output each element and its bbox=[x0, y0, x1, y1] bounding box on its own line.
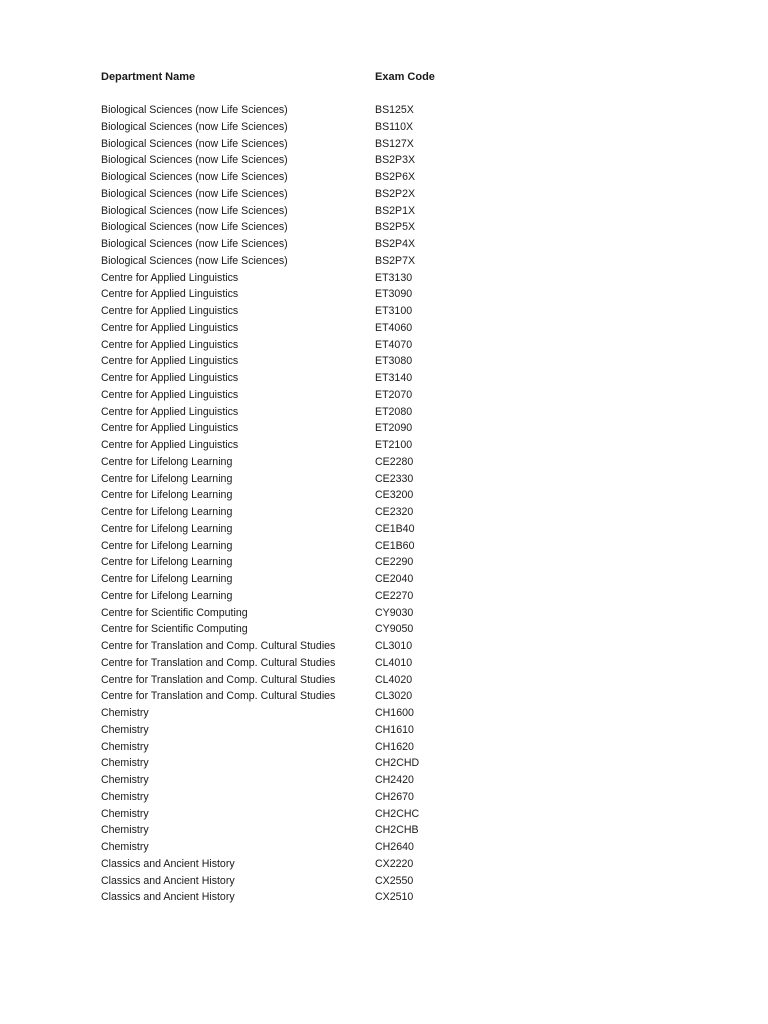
department-name-cell: Chemistry bbox=[101, 707, 149, 719]
exam-code-cell: CH2CHB bbox=[375, 824, 419, 837]
exam-code-cell: CL4010 bbox=[375, 656, 413, 669]
table-row bbox=[101, 420, 521, 437]
exam-code-cell: ET3140 bbox=[375, 372, 413, 384]
table-row bbox=[101, 856, 521, 873]
department-name-cell: Biological Sciences (now Life Sciences) bbox=[101, 120, 288, 133]
table-row bbox=[101, 437, 521, 454]
department-name-cell: Chemistry bbox=[101, 723, 149, 736]
table-row bbox=[101, 370, 521, 387]
exam-code-cell: CX2550 bbox=[375, 874, 414, 887]
table-row bbox=[101, 203, 521, 220]
department-name-cell: Chemistry bbox=[101, 774, 149, 786]
exam-code-cell: CH2670 bbox=[375, 790, 414, 803]
table-row bbox=[101, 454, 521, 471]
table-row bbox=[101, 873, 521, 890]
department-name-cell: Centre for Lifelong Learning bbox=[101, 589, 233, 602]
department-name-cell: Centre for Lifelong Learning bbox=[101, 489, 233, 502]
table-row bbox=[101, 303, 521, 320]
exam-code-cell: ET2090 bbox=[375, 422, 413, 435]
table-row bbox=[101, 605, 521, 622]
exam-code-cell: BS127X bbox=[375, 137, 414, 150]
department-name-cell: Centre for Scientific Computing bbox=[101, 623, 248, 636]
table-row bbox=[101, 270, 521, 287]
department-name-header: Department Name bbox=[101, 70, 196, 83]
table-row bbox=[101, 839, 521, 856]
exam-code-cell: CY9030 bbox=[375, 606, 414, 619]
table-row bbox=[101, 136, 521, 153]
exam-code-cell: ET4060 bbox=[375, 321, 413, 334]
department-name-cell: Centre for Applied Linguistics bbox=[101, 288, 239, 301]
department-name-cell: Biological Sciences (now Life Sciences) bbox=[101, 104, 288, 116]
department-name-cell: Centre for Lifelong Learning bbox=[101, 506, 233, 518]
table-row bbox=[101, 337, 521, 354]
department-name-cell: Centre for Lifelong Learning bbox=[101, 573, 233, 585]
department-name-cell: Centre for Applied Linguistics bbox=[101, 355, 239, 368]
department-name-cell: Centre for Lifelong Learning bbox=[101, 472, 233, 485]
table-row bbox=[101, 772, 521, 789]
department-name-cell: Centre for Translation and Comp. Cultural Studies bbox=[101, 656, 336, 669]
department-name-cell: Chemistry bbox=[101, 824, 149, 837]
table-row bbox=[101, 320, 521, 337]
exam-code-cell: CE1B40 bbox=[375, 522, 415, 535]
exam-code-cell: CH2CHD bbox=[375, 757, 420, 770]
table-row bbox=[101, 621, 521, 638]
table-row bbox=[101, 554, 521, 571]
department-name-cell: Biological Sciences (now Life Sciences) bbox=[101, 154, 288, 167]
exam-code-cell: CE2270 bbox=[375, 589, 414, 602]
exam-code-cell: BS110X bbox=[375, 120, 414, 133]
department-name-cell: Centre for Applied Linguistics bbox=[101, 372, 239, 384]
exam-code-cell: CX2510 bbox=[375, 891, 414, 904]
table-row bbox=[101, 789, 521, 806]
table-row bbox=[101, 119, 521, 136]
department-name-cell: Centre for Applied Linguistics bbox=[101, 305, 239, 317]
table-row bbox=[101, 655, 521, 672]
exam-code-cell: CH2420 bbox=[375, 774, 414, 786]
department-name-cell: Centre for Applied Linguistics bbox=[101, 405, 239, 418]
department-name-cell: Chemistry bbox=[101, 740, 149, 753]
department-name-cell: Centre for Applied Linguistics bbox=[101, 422, 239, 435]
department-name-cell: Chemistry bbox=[101, 841, 149, 853]
department-name-cell: Centre for Applied Linguistics bbox=[101, 388, 239, 401]
exam-code-cell: BS125X bbox=[375, 104, 414, 116]
exam-code-cell: CH1620 bbox=[375, 740, 414, 753]
table-row bbox=[101, 722, 521, 739]
exam-code-cell: ET3090 bbox=[375, 288, 413, 301]
table-row bbox=[101, 672, 521, 689]
department-name-cell: Biological Sciences (now Life Sciences) bbox=[101, 187, 288, 200]
table-row bbox=[101, 219, 521, 236]
department-name-cell: Centre for Lifelong Learning bbox=[101, 522, 233, 535]
table-row bbox=[101, 521, 521, 538]
table-row bbox=[101, 588, 521, 605]
exam-code-cell: CY9050 bbox=[375, 623, 414, 636]
exam-code-cell: ET2080 bbox=[375, 405, 413, 418]
table-row bbox=[101, 806, 521, 823]
department-name-cell: Biological Sciences (now Life Sciences) bbox=[101, 238, 288, 250]
table-body bbox=[101, 102, 521, 906]
department-name-cell: Centre for Translation and Comp. Cultural Studies bbox=[101, 690, 336, 703]
department-name-cell: Centre for Lifelong Learning bbox=[101, 455, 233, 468]
exam-code-cell: BS2P1X bbox=[375, 204, 416, 217]
table-row bbox=[101, 353, 521, 370]
exam-code-cell: ET2100 bbox=[375, 439, 413, 451]
table-row bbox=[101, 487, 521, 504]
department-name-cell: Centre for Lifelong Learning bbox=[101, 539, 233, 552]
exam-code-cell: CE2280 bbox=[375, 455, 414, 468]
exam-code-cell: CE2330 bbox=[375, 472, 414, 485]
table-row bbox=[101, 638, 521, 655]
department-name-cell: Chemistry bbox=[101, 757, 149, 770]
exam-code-cell: CL3010 bbox=[375, 640, 413, 652]
department-name-cell: Centre for Applied Linguistics bbox=[101, 271, 239, 284]
exam-code-cell: CE2290 bbox=[375, 556, 414, 569]
department-name-cell: Centre for Lifelong Learning bbox=[101, 556, 233, 569]
exam-code-cell: CH2640 bbox=[375, 841, 414, 853]
department-name-cell: Classics and Ancient History bbox=[101, 874, 235, 887]
exam-code-header: Exam Code bbox=[375, 70, 435, 83]
department-name-cell: Biological Sciences (now Life Sciences) bbox=[101, 221, 288, 234]
exam-code-cell: CH1600 bbox=[375, 707, 414, 719]
department-name-cell: Centre for Scientific Computing bbox=[101, 606, 248, 619]
exam-code-cell: BS2P3X bbox=[375, 154, 416, 167]
department-name-cell: Centre for Applied Linguistics bbox=[101, 321, 239, 334]
table-row bbox=[101, 387, 521, 404]
table-row bbox=[101, 889, 521, 906]
department-name-cell: Chemistry bbox=[101, 790, 149, 803]
table-row bbox=[101, 253, 521, 270]
exam-code-cell: BS2P4X bbox=[375, 238, 416, 250]
table-row bbox=[101, 571, 521, 588]
table-row bbox=[101, 688, 521, 705]
table-row bbox=[101, 739, 521, 756]
exam-code-cell: ET2070 bbox=[375, 388, 413, 401]
department-name-cell: Chemistry bbox=[101, 807, 149, 820]
department-name-cell: Classics and Ancient History bbox=[101, 891, 235, 904]
table-row bbox=[101, 186, 521, 203]
exam-code-cell: BS2P6X bbox=[375, 171, 416, 183]
department-name-cell: Biological Sciences (now Life Sciences) bbox=[101, 204, 288, 217]
exam-code-cell: CH2CHC bbox=[375, 807, 420, 820]
exam-code-cell: CX2220 bbox=[375, 857, 414, 870]
exam-code-cell: CE2320 bbox=[375, 506, 414, 518]
exam-code-cell: BS2P7X bbox=[375, 254, 416, 267]
exam-code-cell: CE2040 bbox=[375, 573, 414, 585]
exam-code-cell: CH1610 bbox=[375, 723, 414, 736]
department-name-cell: Centre for Translation and Comp. Cultural Studies bbox=[101, 673, 336, 686]
exam-code-cell: ET4070 bbox=[375, 338, 413, 351]
table-row bbox=[101, 705, 521, 722]
table-row bbox=[101, 404, 521, 421]
table-row bbox=[101, 504, 521, 521]
department-name-cell: Centre for Translation and Comp. Cultural Studies bbox=[101, 640, 336, 652]
table-row bbox=[101, 471, 521, 488]
exam-code-cell: CL4020 bbox=[375, 673, 413, 686]
exam-code-cell: ET3080 bbox=[375, 355, 413, 368]
table-row bbox=[101, 236, 521, 253]
exam-code-cell: ET3130 bbox=[375, 271, 413, 284]
department-name-cell: Biological Sciences (now Life Sciences) bbox=[101, 137, 288, 150]
department-name-cell: Centre for Applied Linguistics bbox=[101, 439, 239, 451]
department-name-cell: Biological Sciences (now Life Sciences) bbox=[101, 254, 288, 267]
department-name-cell: Biological Sciences (now Life Sciences) bbox=[101, 171, 288, 183]
table-row bbox=[101, 822, 521, 839]
table-row bbox=[101, 152, 521, 169]
exam-code-cell: ET3100 bbox=[375, 305, 413, 317]
table-header-row bbox=[101, 68, 521, 85]
exam-code-cell: BS2P2X bbox=[375, 187, 416, 200]
table-row bbox=[101, 538, 521, 555]
department-name-cell: Centre for Applied Linguistics bbox=[101, 338, 239, 351]
table-row bbox=[101, 102, 521, 119]
exam-code-cell: CE1B60 bbox=[375, 539, 415, 552]
exam-code-cell: CE3200 bbox=[375, 489, 414, 502]
table-row bbox=[101, 169, 521, 186]
exam-code-cell: CL3020 bbox=[375, 690, 413, 703]
department-name-cell: Classics and Ancient History bbox=[101, 857, 235, 870]
exam-code-cell: BS2P5X bbox=[375, 221, 416, 234]
table-row bbox=[101, 286, 521, 303]
table-row bbox=[101, 755, 521, 772]
